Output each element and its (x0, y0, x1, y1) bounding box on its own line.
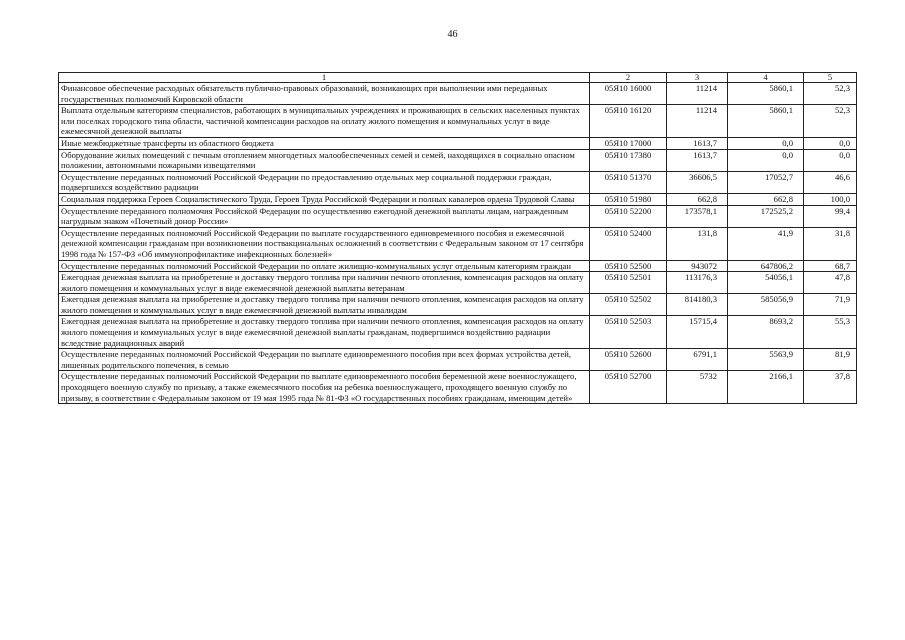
row-execution-percent: 0,0 (804, 149, 857, 171)
row-budget-code: 05Я10 16000 (590, 83, 667, 105)
header-col-2: 2 (590, 73, 667, 83)
table-row (59, 260, 857, 272)
row-actual-amount: 662,8 (728, 193, 804, 205)
table-row (59, 83, 857, 105)
row-actual-amount: 172525,2 (728, 205, 804, 227)
row-execution-percent: 68,7 (804, 260, 857, 272)
row-budget-code: 05Я10 16120 (590, 105, 667, 138)
row-description: Осуществление переданных полномочий Российской Федерации по предоставлению отдельных мер социальной поддержки граждан, подвергшихся воздействию радиации (59, 171, 590, 193)
row-planned-amount: 15715,4 (667, 316, 728, 349)
table-row (59, 349, 857, 371)
row-budget-code: 05Я10 52502 (590, 294, 667, 316)
row-budget-code: 05Я10 51370 (590, 171, 667, 193)
row-actual-amount: 5860,1 (728, 83, 804, 105)
row-planned-amount: 814180,3 (667, 294, 728, 316)
row-actual-amount: 8693,2 (728, 316, 804, 349)
table-body (59, 83, 857, 404)
row-execution-percent: 52,3 (804, 83, 857, 105)
table-row (59, 149, 857, 171)
row-description: Ежегодная денежная выплата на приобретение и доставку твердого топлива при наличии печного отопления, компенсация расходов на оплату жилого помещения и коммунальных услуг в виде ежемесячной денежной выплаты инвалидам (59, 294, 590, 316)
row-actual-amount: 585056,9 (728, 294, 804, 316)
row-execution-percent: 52,3 (804, 105, 857, 138)
row-actual-amount: 5860,1 (728, 105, 804, 138)
header-col-3: 3 (667, 73, 728, 83)
row-execution-percent: 81,9 (804, 349, 857, 371)
row-budget-code: 05Я10 52501 (590, 272, 667, 294)
row-budget-code: 05Я10 52503 (590, 316, 667, 349)
header-col-4: 4 (728, 73, 804, 83)
row-budget-code: 05Я10 17380 (590, 149, 667, 171)
table-row (59, 205, 857, 227)
header-row (59, 73, 857, 83)
row-description: Ежегодная денежная выплата на приобретение и доставку твердого топлива при наличии печного отопления, компенсация расходов на оплату жилого помещения и коммунальных услуг в виде ежемесячной денежной выплаты ветеранам (59, 272, 590, 294)
table-row (59, 294, 857, 316)
row-planned-amount: 5732 (667, 371, 728, 404)
row-execution-percent: 37,8 (804, 371, 857, 404)
header-col-1: 1 (59, 73, 590, 83)
row-planned-amount: 1613,7 (667, 137, 728, 149)
table-row (59, 105, 857, 138)
table-row (59, 193, 857, 205)
row-actual-amount: 5563,9 (728, 349, 804, 371)
row-description: Финансовое обеспечение расходных обязательств публично-правовых образований, возникающих при выполнении ими переданных государственных полномочий Кировской области (59, 83, 590, 105)
row-planned-amount: 662,8 (667, 193, 728, 205)
row-actual-amount: 647806,2 (728, 260, 804, 272)
row-planned-amount: 1613,7 (667, 149, 728, 171)
table-row (59, 227, 857, 260)
row-description: Осуществление переданного полномочия Российской Федерации по осуществлению ежегодной денежной выплаты лицам, награжденным нагрудным знаком «Почетный донор России» (59, 205, 590, 227)
row-execution-percent: 55,3 (804, 316, 857, 349)
row-actual-amount: 0,0 (728, 149, 804, 171)
row-budget-code: 05Я10 52500 (590, 260, 667, 272)
row-planned-amount: 11214 (667, 105, 728, 138)
row-description: Осуществление переданных полномочий Российской Федерации по выплате единовременного пособия беременной жене военнослужащего, проходящего военную службу по призыву, а также ежемесячного пособия на ребенка военнослужащего, проходящего военную службу по призыву, в соответствии с Федеральным законом от 19 мая 1995 года № 81-ФЗ «О государственных пособиях гражданам, имеющим детей» (59, 371, 590, 404)
row-actual-amount: 41,9 (728, 227, 804, 260)
row-budget-code: 05Я10 52400 (590, 227, 667, 260)
row-execution-percent: 99,4 (804, 205, 857, 227)
row-description: Оборудование жилых помещений с печным отоплением многодетных малообеспеченных семей и семей, находящихся в социально опасном положении, автономными пожарными извещателями (59, 149, 590, 171)
row-execution-percent: 47,8 (804, 272, 857, 294)
budget-table (58, 72, 857, 404)
row-budget-code: 05Я10 52200 (590, 205, 667, 227)
row-execution-percent: 71,9 (804, 294, 857, 316)
table-row (59, 137, 857, 149)
row-actual-amount: 2166,1 (728, 371, 804, 404)
row-execution-percent: 0,0 (804, 137, 857, 149)
header-col-5: 5 (804, 73, 857, 83)
row-budget-code: 05Я10 52700 (590, 371, 667, 404)
row-budget-code: 05Я10 52600 (590, 349, 667, 371)
row-description: Ежегодная денежная выплата на приобретение и доставку твердого топлива при наличии печного отопления, компенсация расходов на оплату жилого помещения и коммунальных услуг в виде ежемесячной денежной выплаты гражданам, подвергшимся воздействию радиации вследствие радиационных аварий (59, 316, 590, 349)
table-row (59, 272, 857, 294)
row-planned-amount: 36606,5 (667, 171, 728, 193)
table-header (59, 73, 857, 83)
table-row (59, 171, 857, 193)
row-execution-percent: 46,6 (804, 171, 857, 193)
row-actual-amount: 0,0 (728, 137, 804, 149)
row-planned-amount: 131,8 (667, 227, 728, 260)
row-description: Выплата отдельным категориям специалистов, работающих в муниципальных учреждениях и проживающих в сельских населенных пунктах или поселках городского типа области, частичной компенсации расходов на оплату жилого помещения и коммунальных услуг в виде ежемесячной денежной выплаты (59, 105, 590, 138)
table-row (59, 371, 857, 404)
page-number: 46 (447, 29, 458, 40)
row-budget-code: 05Я10 51980 (590, 193, 667, 205)
row-planned-amount: 113176,3 (667, 272, 728, 294)
table-row (59, 316, 857, 349)
row-actual-amount: 17052,7 (728, 171, 804, 193)
row-planned-amount: 11214 (667, 83, 728, 105)
row-description: Социальная поддержка Героев Социалистического Труда, Героев Труда Российской Федерации и полных кавалеров ордена Трудовой Славы (59, 193, 590, 205)
row-planned-amount: 943072 (667, 260, 728, 272)
row-description: Осуществление переданных полномочий Российской Федерации по оплате жилищно-коммунальных услуг отдельным категориям граждан (59, 260, 590, 272)
row-planned-amount: 173578,1 (667, 205, 728, 227)
row-description: Иные межбюджетные трансферты из областного бюджета (59, 137, 590, 149)
row-description: Осуществление переданных полномочий Российской Федерации по выплате государственного единовременного пособия и ежемесячной денежной компенсации гражданам при возникновении поствакцинальных осложнений в соответствии с Федеральным законом от 17 сентября 1998 года № 157-ФЗ «Об иммунопрофилактике инфекционных болезней» (59, 227, 590, 260)
row-budget-code: 05Я10 17000 (590, 137, 667, 149)
row-execution-percent: 100,0 (804, 193, 857, 205)
row-actual-amount: 54056,1 (728, 272, 804, 294)
row-execution-percent: 31,8 (804, 227, 857, 260)
row-description: Осуществление переданных полномочий Российской Федерации по выплате единовременного пособия при всех формах устройства детей, лишенных родительского попечения, в семью (59, 349, 590, 371)
row-planned-amount: 6791,1 (667, 349, 728, 371)
